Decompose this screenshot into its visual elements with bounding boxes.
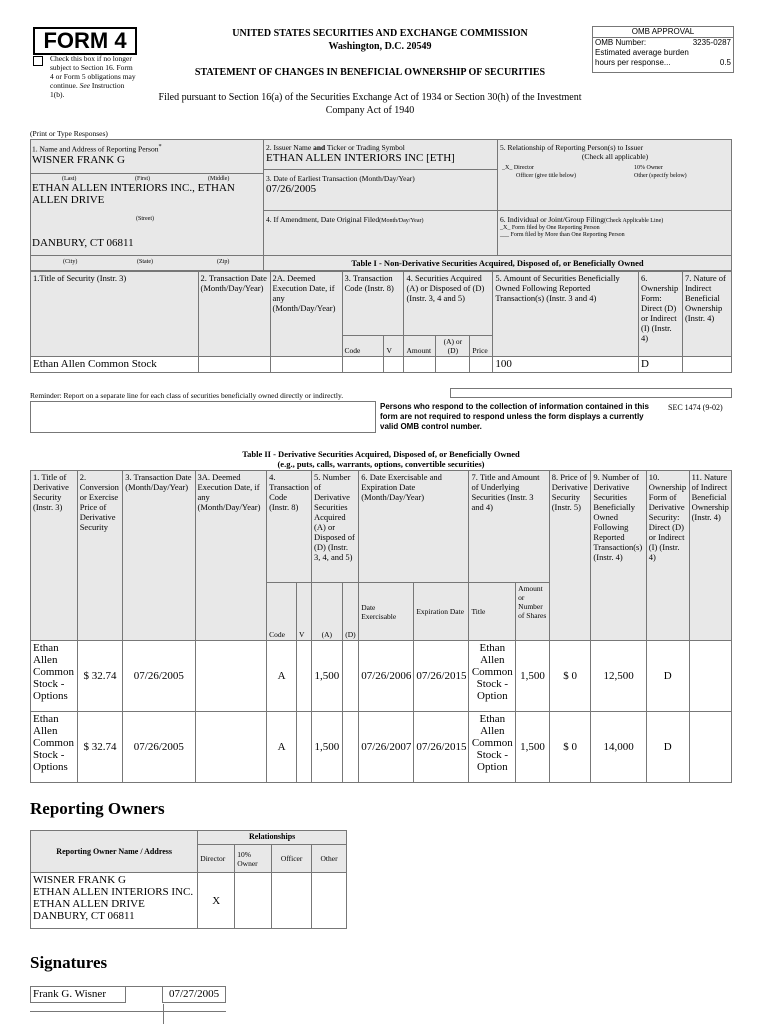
t2-r0-uamount: 1,500 bbox=[516, 641, 550, 712]
t2-h8: 8. Price of Derivative Security (Instr. 5) bbox=[549, 471, 591, 641]
officer-option: Officer (give title below) bbox=[516, 173, 577, 179]
t2-r0-a: 1,500 bbox=[312, 641, 343, 712]
no-longer-subject-checkbox[interactable] bbox=[33, 56, 43, 66]
box1-label bbox=[30, 139, 263, 154]
box6-label-text: 6. Individual or Joint/Group Filing bbox=[500, 215, 604, 224]
signature-divider bbox=[163, 1004, 164, 1024]
table1-header-row bbox=[31, 272, 732, 336]
t2-r0-exercisable: 07/26/2006 bbox=[359, 641, 414, 712]
omb-estimated: Estimated average burden bbox=[595, 48, 689, 57]
street-label: (Street) bbox=[136, 216, 154, 222]
omb-number-label: OMB Number: bbox=[595, 38, 647, 47]
t2-sub-amount: Amount or Number of Shares bbox=[516, 583, 550, 641]
box6-more: ___ Form filed by More than One Reporting Person bbox=[500, 232, 625, 238]
t2-h2: 2. Conversion or Exercise Price of Derivative Security bbox=[77, 471, 123, 641]
t2-r1-owned: 14,000 bbox=[591, 712, 646, 783]
city-label: (City) bbox=[63, 259, 78, 265]
director-mark: _X_ bbox=[502, 165, 513, 171]
t2-h3: 3. Transaction Date (Month/Day/Year) bbox=[123, 471, 195, 641]
t2-sub-d: (D) bbox=[342, 583, 359, 641]
t1-sub-amount: Amount bbox=[404, 336, 436, 357]
owner-line-4: DANBURY, CT 06811 bbox=[33, 910, 135, 922]
t2-h7: 7. Title and Amount of Underlying Securities (Instr. 3 and 4) bbox=[469, 471, 549, 583]
t2-r1-code: A bbox=[267, 712, 297, 783]
t1-row-v bbox=[384, 357, 404, 373]
box4-sub: (Month/Day/Year) bbox=[379, 218, 424, 224]
t2-r0-price: $ 32.74 bbox=[77, 641, 123, 712]
t2-r0-date: 07/26/2005 bbox=[123, 641, 195, 712]
box2 bbox=[264, 139, 498, 170]
t2-h3a: 3A. Deemed Execution Date, if any (Month/Day/Year) bbox=[195, 471, 267, 641]
other-option: Other (specify below) bbox=[634, 173, 687, 179]
reminder-left-box bbox=[30, 401, 376, 433]
t2-r1-expiration: 07/26/2015 bbox=[414, 712, 469, 783]
t2-r0-title: Ethan Allen Common Stock - Options bbox=[31, 641, 78, 712]
t2-r1-exercisable: 07/26/2007 bbox=[359, 712, 414, 783]
filed-pursuant: Filed pursuant to Section 16(a) of the Securities Exchange Act of 1934 or Section 30(h) of the Investment Company Act of 1940 bbox=[158, 92, 582, 116]
signature-row bbox=[31, 987, 226, 1003]
agency-location: Washington, D.C. 20549 bbox=[328, 41, 432, 52]
t2-r1-title: Ethan Allen Common Stock - Options bbox=[31, 712, 78, 783]
issuer-name: ETHAN ALLEN INTERIORS INC [ETH] bbox=[266, 152, 455, 164]
owner-line-1: WISNER FRANK G bbox=[33, 874, 126, 886]
owner10-option: 10% Owner bbox=[634, 165, 663, 171]
t2-sub-exp: Expiration Date bbox=[414, 583, 469, 641]
t2-sub-v: V bbox=[297, 583, 312, 641]
t2-r0-v bbox=[297, 641, 312, 712]
box5 bbox=[498, 139, 732, 211]
checkbox-text-main: Check this box if no longer subject to Section 16. Form 4 or Form 5 obligations may continue. bbox=[50, 54, 136, 90]
t1-row-form: D bbox=[638, 357, 682, 373]
box2-label-b: Ticker or Trading Symbol bbox=[326, 143, 405, 152]
statement-title: STATEMENT OF CHANGES IN BENEFICIAL OWNERSHIP OF SECURITIES bbox=[194, 67, 546, 78]
signature-name: Frank G. Wisner bbox=[31, 987, 126, 1003]
box2-label-and: and bbox=[313, 143, 326, 152]
t2-r1-utitle: Ethan Allen Common Stock - Option bbox=[469, 712, 516, 783]
t2-r1-d bbox=[342, 712, 359, 783]
owners-row bbox=[31, 873, 347, 929]
owner-officer-mark bbox=[272, 873, 312, 929]
signature-date: 07/27/2005 bbox=[163, 987, 226, 1003]
t2-h5: 5. Number of Derivative Securities Acquired (A) or Disposed of (D) (Instr. 3, 4, and 5) bbox=[312, 471, 359, 583]
owners-col-officer: Officer bbox=[272, 845, 312, 873]
box6-one: _X_ Form filed by One Reporting Person bbox=[500, 225, 600, 231]
owner-name-address bbox=[31, 873, 198, 929]
t2-r1-price: $ 32.74 bbox=[77, 712, 123, 783]
owner-line-2: ETHAN ALLEN INTERIORS INC. bbox=[33, 886, 194, 898]
t1-h5: 5. Amount of Securities Beneficially Owned Following Reported Transaction(s) (Instr. 3 and 4) bbox=[493, 272, 639, 357]
form-title: FORM 4 bbox=[43, 28, 127, 53]
last-label: (Last) bbox=[62, 176, 77, 182]
t2-h1: 1. Title of Derivative Security (Instr. 3) bbox=[31, 471, 78, 641]
box6-label bbox=[498, 211, 732, 225]
box5-label: 5. Relationship of Reporting Person(s) to Issuer bbox=[500, 143, 644, 152]
reporting-address: ETHAN ALLEN INTERIORS INC., ETHAN ALLEN DRIVE bbox=[32, 182, 235, 206]
box2-label bbox=[264, 139, 497, 152]
t2-r0-form: D bbox=[646, 641, 689, 712]
t2-r1-date: 07/26/2005 bbox=[123, 712, 195, 783]
table2 bbox=[30, 470, 732, 783]
t2-r1-a: 1,500 bbox=[312, 712, 343, 783]
state-label: (State) bbox=[137, 259, 153, 265]
reminder-right-bar bbox=[450, 388, 732, 398]
zip-label: (Zip) bbox=[217, 259, 230, 265]
t2-r0-owned: 12,500 bbox=[591, 641, 646, 712]
box6 bbox=[498, 211, 732, 256]
t1-h6: 6. Ownership Form: Direct (D) or Indirect (I) (Instr. 4) bbox=[638, 272, 682, 357]
box5-check: (Check all applicable) bbox=[581, 152, 649, 161]
t1-h1: 1.Title of Security (Instr. 3) bbox=[31, 272, 199, 357]
t1-row-nature bbox=[682, 357, 731, 373]
t2-r1-form: D bbox=[646, 712, 689, 783]
t2-r0-d bbox=[342, 641, 359, 712]
omb-number: 3235-0287 bbox=[692, 38, 731, 47]
table1 bbox=[30, 271, 732, 373]
omb-number-row bbox=[593, 38, 733, 48]
table2-row bbox=[31, 712, 732, 783]
t1-row-deemed bbox=[270, 357, 342, 373]
owners-header-row bbox=[31, 831, 347, 845]
owner-director-mark: X bbox=[198, 873, 235, 929]
owners-col-name: Reporting Owner Name / Address bbox=[31, 831, 198, 873]
box1-asterisk: * bbox=[158, 143, 162, 150]
director-option: Director bbox=[513, 165, 534, 171]
box1-label-text: 1. Name and Address of Reporting Person bbox=[32, 144, 159, 154]
form-title-box bbox=[33, 27, 137, 55]
t1-row-amount-acq bbox=[404, 357, 436, 373]
earliest-transaction-date: 07/26/2005 bbox=[266, 183, 317, 195]
owner-line-3: ETHAN ALLEN DRIVE bbox=[33, 898, 145, 910]
signatures-table bbox=[30, 986, 226, 1003]
t2-r1-nature bbox=[689, 712, 731, 783]
box3 bbox=[264, 170, 498, 211]
owner-other-mark bbox=[312, 873, 347, 929]
box4 bbox=[264, 211, 498, 256]
t1-h3: 3. Transaction Code (Instr. 8) bbox=[342, 272, 404, 336]
t1-sub-v: V bbox=[384, 336, 404, 357]
print-note: (Print or Type Responses) bbox=[30, 129, 108, 138]
omb-approval-box bbox=[592, 26, 734, 73]
table2-row bbox=[31, 641, 732, 712]
t2-h9: 9. Number of Derivative Securities Beneficially Owned Following Reported Transaction(s) (Instr. 4) bbox=[591, 471, 646, 641]
t1-sub-code: Code bbox=[342, 336, 384, 357]
box1 bbox=[30, 139, 264, 256]
signature-lines bbox=[30, 1011, 226, 1012]
box5-row1 bbox=[502, 165, 728, 172]
omb-hours: 0.5 bbox=[719, 58, 731, 67]
reporting-person-name: WISNER FRANK G bbox=[32, 153, 125, 166]
t1-h2a: 2A. Deemed Execution Date, if any (Month/Day/Year) bbox=[270, 272, 342, 357]
t2-r0-expiration: 07/26/2015 bbox=[414, 641, 469, 712]
t2-sub-title: Title bbox=[469, 583, 516, 641]
box1-name-labels bbox=[30, 173, 264, 182]
t1-row-code bbox=[342, 357, 384, 373]
box4-label-text: 4. If Amendment, Date Original Filed bbox=[266, 215, 380, 224]
t2-r0-code: A bbox=[267, 641, 297, 712]
checkbox-text bbox=[50, 54, 138, 99]
box2-label-a: 2. Issuer Name bbox=[266, 143, 312, 152]
signatures-heading: Signatures bbox=[30, 953, 108, 972]
t1-sub-aord: (A) or (D) bbox=[436, 336, 470, 357]
first-label: (First) bbox=[135, 176, 150, 182]
owners-col-other: Other bbox=[312, 845, 347, 873]
box6-sub: (Check Applicable Line) bbox=[603, 218, 664, 224]
owners-col-director: Director bbox=[198, 845, 235, 873]
t2-r1-derivprice: $ 0 bbox=[549, 712, 591, 783]
reporting-owners-heading: Reporting Owners bbox=[30, 799, 165, 818]
reporting-city: DANBURY, CT 06811 bbox=[32, 237, 134, 249]
table1-title: Table I - Non-Derivative Securities Acquired, Disposed of, or Beneficially Owned bbox=[264, 256, 732, 271]
owner-10-mark bbox=[235, 873, 272, 929]
t2-r1-uamount: 1,500 bbox=[516, 712, 550, 783]
city-state-zip-row bbox=[30, 256, 264, 271]
box4-label bbox=[264, 211, 497, 225]
t2-h11: 11. Nature of Indirect Beneficial Ownership (Instr. 4) bbox=[689, 471, 731, 641]
omb-hours-row bbox=[593, 58, 733, 68]
sec-code: SEC 1474 (9-02) bbox=[668, 403, 723, 412]
t1-row-price bbox=[470, 357, 493, 373]
t1-h2: 2. Transaction Date (Month/Day/Year) bbox=[198, 272, 270, 357]
table2-title: Table II - Derivative Securities Acquired, Disposed of, or Beneficially Owned bbox=[242, 449, 520, 459]
t1-row-title: Ethan Allen Common Stock bbox=[31, 357, 199, 373]
omb-title: OMB APPROVAL bbox=[593, 27, 733, 38]
reminder-text: Reminder: Report on a separate line for each class of securities beneficially owned directly or indirectly. bbox=[30, 391, 344, 400]
t1-h7: 7. Nature of Indirect Beneficial Ownership (Instr. 4) bbox=[682, 272, 731, 357]
t2-sub-code: Code bbox=[267, 583, 297, 641]
signature-spacer bbox=[126, 987, 163, 1003]
t1-row-aord bbox=[436, 357, 470, 373]
t1-h4: 4. Securities Acquired (A) or Disposed of (D) (Instr. 3, 4 and 5) bbox=[404, 272, 493, 336]
table1-row bbox=[31, 357, 732, 373]
t2-r0-utitle: Ethan Allen Common Stock - Option bbox=[469, 641, 516, 712]
owners-col-relationships: Relationships bbox=[198, 831, 347, 845]
t2-h6: 6. Date Exercisable and Expiration Date (Month/Day/Year) bbox=[359, 471, 469, 583]
t1-row-date bbox=[198, 357, 270, 373]
t2-r0-derivprice: $ 0 bbox=[549, 641, 591, 712]
omb-hours-label: hours per response... bbox=[595, 58, 671, 67]
t2-r0-deemed bbox=[195, 641, 267, 712]
checkbox-see: See bbox=[79, 81, 90, 90]
owners-table bbox=[30, 830, 347, 929]
t2-r0-nature bbox=[689, 641, 731, 712]
agency-name: UNITED STATES SECURITIES AND EXCHANGE COMMISSION bbox=[232, 28, 528, 39]
middle-label: (Middle) bbox=[208, 176, 230, 182]
t2-h10: 10. Ownership Form of Derivative Security: Direct (D) or Indirect (I) (Instr. 4) bbox=[646, 471, 689, 641]
checkbox-instr: Instruction 1(b). bbox=[50, 81, 125, 99]
t2-h4: 4. Transaction Code (Instr. 8) bbox=[267, 471, 312, 583]
t1-row-amount: 100 bbox=[493, 357, 639, 373]
table2-header-row bbox=[31, 471, 732, 583]
t1-sub-price: Price bbox=[470, 336, 493, 357]
t2-r1-v bbox=[297, 712, 312, 783]
t2-sub-a: (A) bbox=[312, 583, 343, 641]
box3-label: 3. Date of Earliest Transaction (Month/Day/Year) bbox=[266, 174, 415, 183]
table2-subtitle: (e.g., puts, calls, warrants, options, convertible securities) bbox=[277, 459, 485, 469]
owners-col-10: 10% Owner bbox=[235, 845, 272, 873]
persons-notice: Persons who respond to the collection of information contained in this form are not required to respond unless the form displays a currently valid OMB control number. bbox=[380, 402, 649, 431]
t2-r1-deemed bbox=[195, 712, 267, 783]
t2-sub-date-ex: Date Exercisable bbox=[359, 583, 414, 641]
